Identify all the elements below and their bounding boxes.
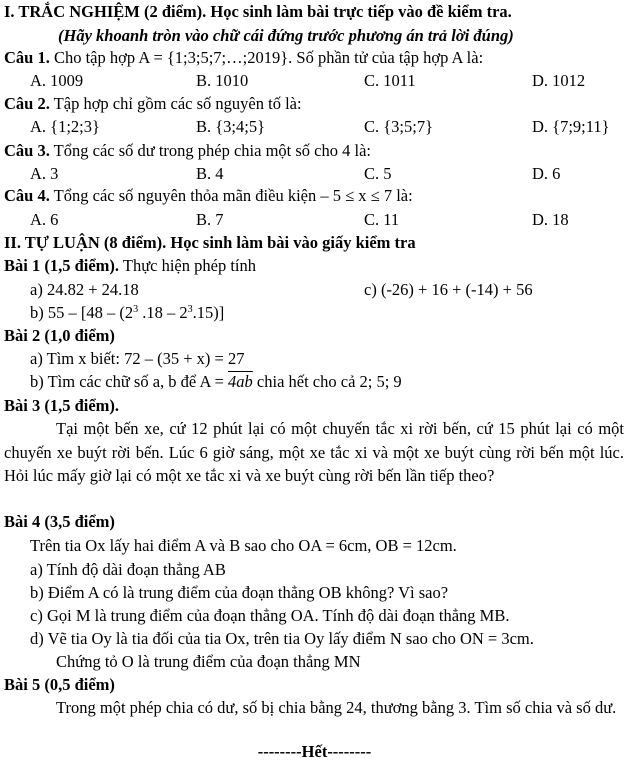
bai4-d1: d) Vẽ tia Oy là tia đối của tia Ox, trên tia Oy lấy điểm N sao cho ON = 3cm. xyxy=(30,629,534,648)
bai2-label: Bài 2 (1,0 điểm) xyxy=(4,326,115,345)
bai3-text: Tại một bến xe, cứ 12 phút lại có một chuyến tắc xi rời bến, cứ 15 phút lại có một chuyến xe buýt rời bến. Lúc 6 giờ sáng, một xe tắc xi và một xe buýt cùng rời bến một lúc. Hỏi lúc mấy giờ lại có một xe tắc xi và xe buýt cùng rời bến lần tiếp theo? xyxy=(4,419,624,485)
question-1 xyxy=(4,50,483,67)
bai5-text: Trong một phép chia có dư, số bị chia bằng 24, thương bằng 3. Tìm số chia và số dư. xyxy=(56,698,617,717)
option-b: B. 1010 xyxy=(196,71,249,90)
bai3-label: Bài 3 (1,5 điểm). xyxy=(4,396,120,415)
option-d: D. {7;9;11} xyxy=(532,117,610,136)
option-c: C. 5 xyxy=(364,164,392,183)
part1-instruction: (Hãy khoanh tròn vào chữ cái đứng trước phương án trả lời đúng) xyxy=(58,26,514,45)
option-a: A. 1009 xyxy=(30,71,84,90)
bai2-b xyxy=(30,374,402,391)
question-text: Tập hợp chỉ gồm các số nguyên tố là: xyxy=(49,94,302,113)
bai1-b-pre: b) 55 – [48 – (2 xyxy=(30,303,134,322)
question-label: Câu 2. xyxy=(4,94,50,113)
bai1-b-mid: .18 – 2 xyxy=(138,303,188,322)
bai4-a: a) Tính độ dài đoạn thẳng AB xyxy=(30,560,226,579)
exponent: 3 xyxy=(133,304,139,315)
option-c: C. 1011 xyxy=(364,71,416,90)
bai1-label: Bài 1 (1,5 điểm). xyxy=(4,256,120,275)
option-a: A. {1;2;3} xyxy=(30,117,100,136)
question-4 xyxy=(4,188,413,205)
overlined-number: 4ab xyxy=(228,372,253,391)
bai4-c: c) Gọi M là trung điểm của đoạn thẳng OA. Tính độ dài đoạn thẳng MB. xyxy=(30,606,510,625)
question-label: Câu 4. xyxy=(4,186,50,205)
question-text: Tổng các số nguyên thỏa mãn điều kiện – 5 ≤ x ≤ 7 là: xyxy=(49,186,413,205)
question-2 xyxy=(4,96,302,113)
option-b: B. 7 xyxy=(196,210,224,229)
option-d: D. 1012 xyxy=(532,71,586,90)
exponent: 3 xyxy=(187,304,193,315)
bai2-b-pre: b) Tìm các chữ số a, b để A = xyxy=(30,372,229,391)
part1-title: I. TRẮC NGHIỆM (2 điểm). Học sinh làm bài trực tiếp vào đề kiểm tra. xyxy=(4,2,512,21)
bai4-label: Bài 4 (3,5 điểm) xyxy=(4,512,115,531)
option-d: D. 6 xyxy=(532,164,561,183)
bai1-header xyxy=(4,258,256,275)
bai1-b-post: .15)] xyxy=(192,303,225,322)
bai4-d2: Chứng tỏ O là trung điểm của đoạn thẳng MN xyxy=(56,652,361,671)
option-b: B. {3;4;5} xyxy=(196,117,266,136)
bai1-a: a) 24.82 + 24.18 xyxy=(30,280,139,299)
bai1-b xyxy=(30,305,224,322)
question-label: Câu 3. xyxy=(4,141,50,160)
option-c: C. {3;5;7} xyxy=(364,117,434,136)
option-a: A. 3 xyxy=(30,164,59,183)
option-c: C. 11 xyxy=(364,210,400,229)
option-a: A. 6 xyxy=(30,210,59,229)
question-text: Tổng các số dư trong phép chia một số cho 4 là: xyxy=(49,141,371,160)
bai2-b-post: chia hết cho cả 2; 5; 9 xyxy=(252,372,402,391)
question-label: Câu 1. xyxy=(4,48,50,67)
bai5-label: Bài 5 (0,5 điểm) xyxy=(4,675,115,694)
end-marker: --------Hết-------- xyxy=(257,742,372,761)
bai4-intro: Trên tia Ox lấy hai điểm A và B sao cho OA = 6cm, OB = 12cm. xyxy=(30,536,457,555)
part2-title: II. TỰ LUẬN (8 điểm). Học sinh làm bài vào giấy kiểm tra xyxy=(4,233,416,252)
bai2-a: a) Tìm x biết: 72 – (35 + x) = 27 xyxy=(30,349,245,368)
question-3 xyxy=(4,143,371,160)
bai1-text: Thực hiện phép tính xyxy=(119,256,256,275)
option-b: B. 4 xyxy=(196,164,224,183)
bai1-c: c) (-26) + 16 + (-14) + 56 xyxy=(364,280,533,299)
question-text: Cho tập hợp A = {1;3;5;7;…;2019}. Số phần tử của tập hợp A là: xyxy=(49,48,484,67)
bai4-b: b) Điểm A có là trung điểm của đoạn thẳng OB không? Vì sao? xyxy=(30,583,449,602)
option-d: D. 18 xyxy=(532,210,569,229)
